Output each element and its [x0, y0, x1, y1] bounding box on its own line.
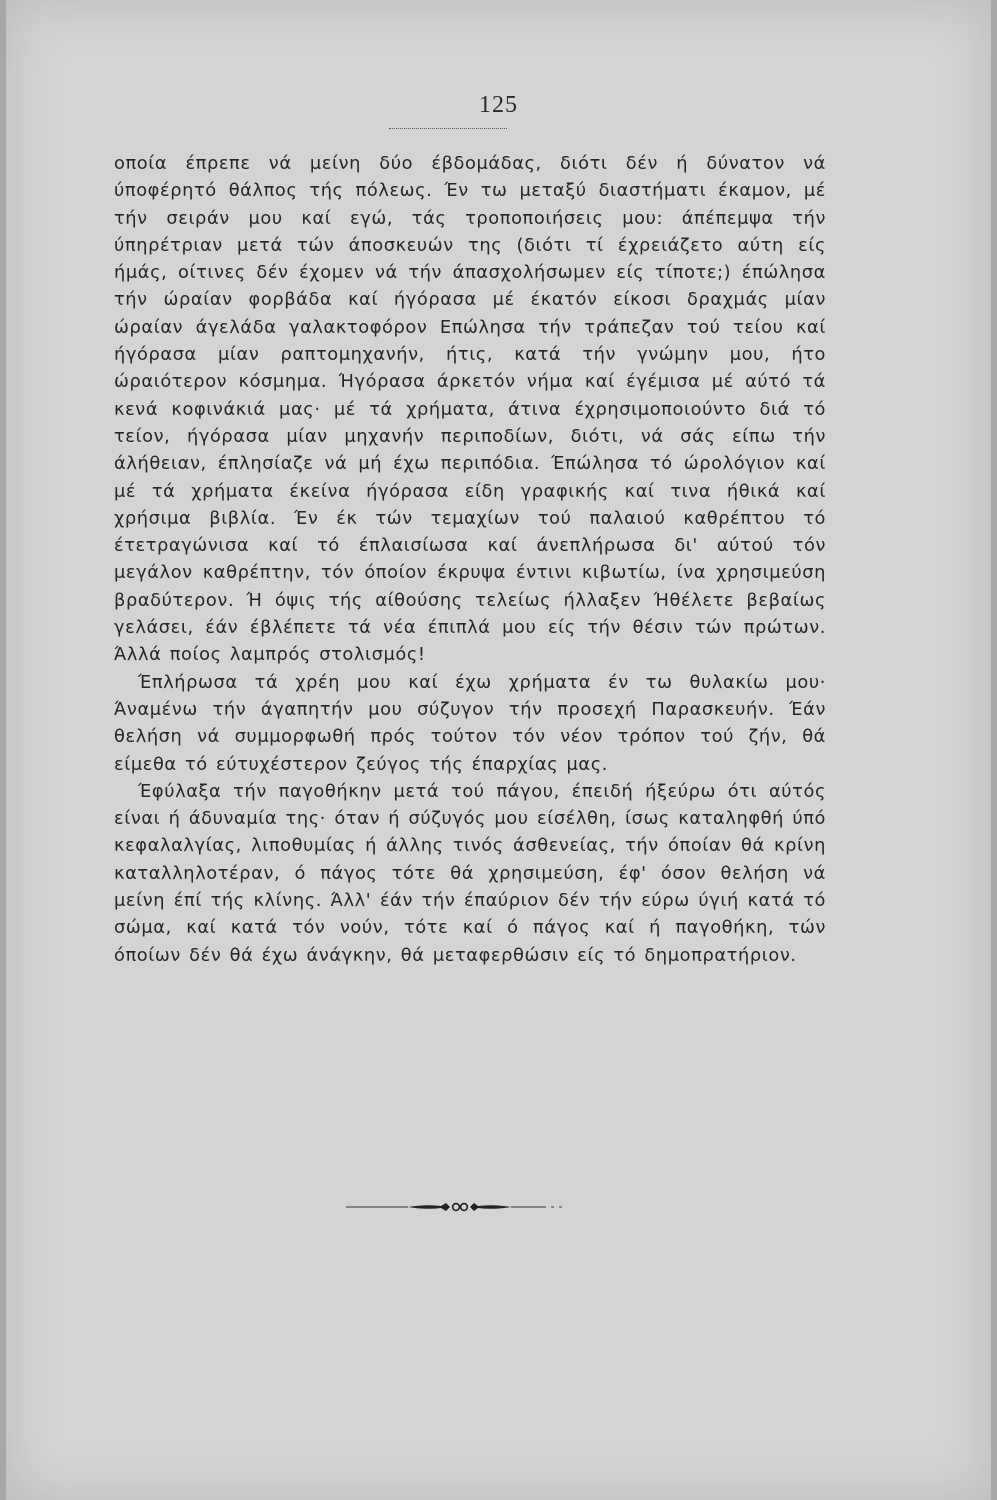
tailpiece-ornament-icon [346, 1200, 576, 1214]
book-page [6, 0, 991, 1500]
paragraph-1: οποία έπρεπε νά μείνη δύο έβδομάδας, διότι δέν ή δύνατον νά ύποφέρητό θάλπος τής πόλεως. Έν τω μεταξύ διαστήματι έκαμον, μέ τήν σειράν μου καί εγώ, τάς τροποποιήσεις μου: άπέπεμψα τήν ύπηρέτριαν μετά τών άποσκευών της (διότι τί έχρειάζετο αύτη είς ήμάς, οίτινες δέν έχομεν νά τήν άπασχολήσωμεν είς τίποτε;) έπώλησα τήν ώραίαν φορβάδα καί ήγόρασα μέ έκατόν είκοσι δραχμάς μίαν ώραίαν άγελάδα γαλακτοφόρον Επώλησα τήν τράπεζαν τού τείου καί ήγόρασα μίαν ραπτομηχανήν, ήτις, κατά τήν γνώμην μου, ήτο ώραιότερον κόσμημα. Ήγόρασα άρκετόν νήμα καί έγέμισα μέ αύτό τά κενά κοφινάκιά μας· μέ τά χρήματα, άτινα έχρησιμοποιούντο διά τό τείον, ήγόρασα μίαν μηχανήν περιποδίων, διότι, νά σάς είπω τήν άλήθειαν, έπλησίαζε νά μή έχω περιπόδια. Έπώλησα τό ώρολόγιον καί μέ τά χρήματα έκείνα ήγόρασα είδη γραφικής καί τινα ήθικά καί χρήσιμα βιβλία. Έν έκ τών τεμαχίων τού παλαιού καθρέπτου τό έτετραγώνισα καί τό έπλαισίωσα καί άνεπλήρωσα δι' αύτού τόν μεγάλον καθρέπτην, τόν όποίον έκρυψα έντινι κιβωτίω, ίνα χρησιμεύση βραδύτερον. Ή όψις τής αίθούσης τελείως ήλλαξεν Ήθέλετε βεβαίως γελάσει, έάν έβλέπετε τά νέα έπιπλά μου είς τήν θέσιν τών πρώτων. Άλλά ποίος λαμπρός στολισμός! [114, 153, 826, 666]
body-text [114, 150, 826, 969]
page-number-rule [389, 128, 507, 129]
paragraph-3: Έφύλαξα τήν παγοθήκην μετά τού πάγου, έπειδή ήξεύρω ότι αύτός είναι ή άδυναμία της· όταν ή σύζυγός μου είσέλθη, ίσως καταληφθή ύπό κεφαλαλγίας, λιποθυμίας ή άλλης τινός άσθενείας, τήν όποίαν θά κρίνη καταλληλοτέραν, ό πάγος τότε θά χρησιμεύση, έφ' όσον θελήση νά μείνη έπί τής κλίνης. Άλλ' έάν τήν έπαύριον δέν τήν εύρω ύγιή κατά τό σώμα, καί κατά τόν νούν, τότε καί ό πάγος καί ή παγοθήκη, τών όποίων δέν θά έχω άνάγκην, θά μεταφερθώσιν είς τό δημοπρατήριον. [114, 780, 826, 966]
page-number: 125 [479, 92, 518, 118]
paragraph-2: Έπλήρωσα τά χρέη μου καί έχω χρήματα έν τω θυλακίω μου· Άναμένω τήν άγαπητήν μου σύζυγον τήν προσεχή Παρασκευήν. Έάν θελήση νά συμμορφωθή πρός τούτον τόν νέον τρόπον τού ζήν, θά είμεθα τό εύτυχέστερον ζεύγος τής έπαρχίας μας. [114, 671, 826, 775]
